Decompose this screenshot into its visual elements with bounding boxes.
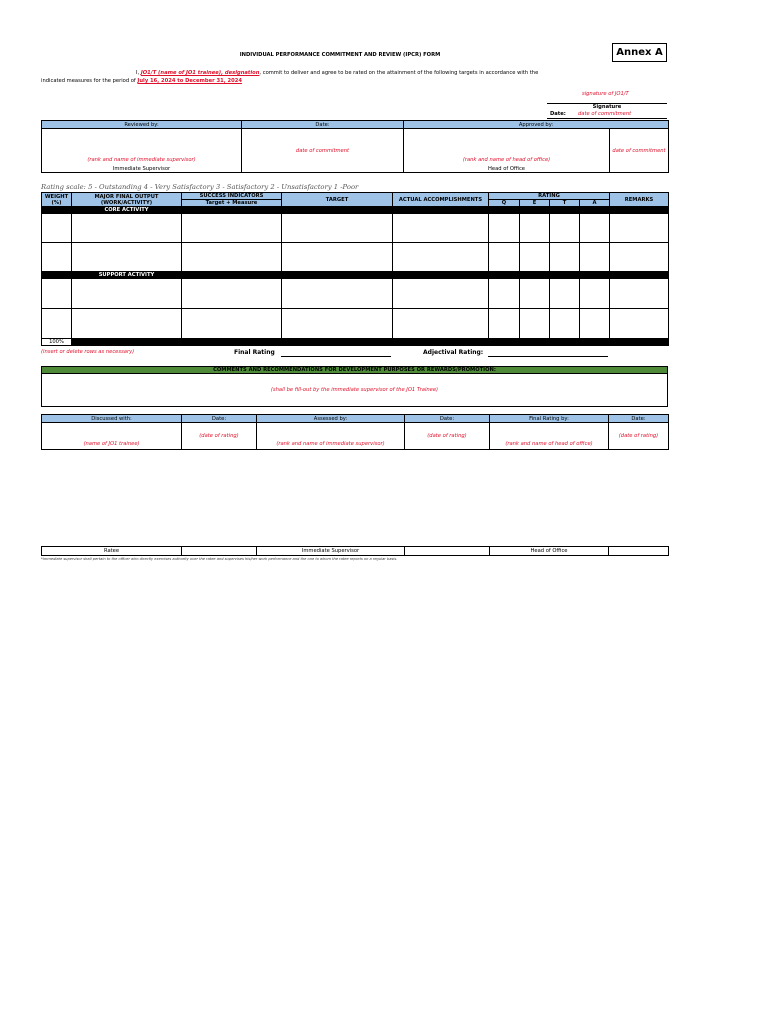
- remarks-cell[interactable]: [610, 214, 669, 243]
- target-cell[interactable]: [282, 243, 393, 272]
- rating-q-header: Q: [489, 200, 520, 207]
- rating-t-header: T: [550, 200, 580, 207]
- commitment-line-2: [41, 79, 242, 85]
- reviewer-cell[interactable]: [42, 129, 242, 173]
- discussed-date-header: Date:: [182, 415, 257, 423]
- date-label: Date:: [550, 111, 566, 117]
- final-rater-cell[interactable]: (rank and name of head of office): [490, 423, 609, 450]
- commit-prefix: I,: [136, 70, 140, 76]
- approved-by-header: Approved by:: [404, 121, 669, 129]
- a-cell[interactable]: [580, 243, 610, 272]
- adjectival-rating-label: Adjectival Rating:: [423, 349, 484, 356]
- reviewed-by-header: Reviewed by:: [42, 121, 242, 129]
- mfo-header: MAJOR FINAL OUTPUT (WORK/ACTIVITY): [72, 193, 182, 207]
- total-weight: 100%: [42, 339, 72, 346]
- table-row: [42, 243, 669, 272]
- final-rating-by-header: Final Rating by:: [490, 415, 609, 423]
- discussed-date-cell[interactable]: (date of rating): [182, 423, 257, 450]
- review-date-cell[interactable]: date of commitment: [242, 129, 404, 173]
- remarks-cell[interactable]: [610, 309, 669, 339]
- target-cell[interactable]: [282, 309, 393, 339]
- insert-rows-note: (insert or delete rows as necessary): [41, 349, 135, 355]
- support-bar: [182, 272, 669, 279]
- remarks-header: REMARKS: [610, 193, 669, 207]
- commit-text-1: , commit to deliver and agree to be rated on the attainment of the following targets in accordance with the: [259, 70, 539, 76]
- core-bar: [182, 207, 669, 214]
- ratee-sig-cell[interactable]: [182, 547, 257, 556]
- mfo-cell[interactable]: [72, 279, 182, 309]
- target-cell[interactable]: [282, 279, 393, 309]
- discussed-with-header: Discussed with:: [42, 415, 182, 423]
- footnote: *Immediate supervisor shall pertain to the officer who directly exercises authority over the ratee and supervises his/her work performance and the one to whom the ratee reports on a regular basis.: [41, 557, 398, 561]
- actual-cell[interactable]: [393, 214, 489, 243]
- e-cell[interactable]: [520, 214, 550, 243]
- commitment-line-1: [136, 71, 696, 77]
- actual-cell[interactable]: [393, 243, 489, 272]
- mfo-cell[interactable]: [72, 309, 182, 339]
- rating-e-header: E: [520, 200, 550, 207]
- assessed-date-header: Date:: [405, 415, 490, 423]
- weight-cell[interactable]: [42, 279, 72, 309]
- comments-box[interactable]: [41, 373, 668, 407]
- actual-accomplishments-header: ACTUAL ACCOMPLISHMENTS: [393, 193, 489, 207]
- q-cell[interactable]: [489, 214, 520, 243]
- e-cell[interactable]: [520, 243, 550, 272]
- head-sig-cell[interactable]: [609, 547, 669, 556]
- annex-label: Annex A: [612, 43, 667, 62]
- mfo-cell[interactable]: [72, 243, 182, 272]
- e-cell[interactable]: [520, 309, 550, 339]
- reviewer-hint: (rank and name of immediate supervisor): [87, 157, 196, 163]
- weight-cell[interactable]: [42, 309, 72, 339]
- final-rating-label: Final Rating: [234, 349, 275, 356]
- ratee-name-cell[interactable]: (name of JO1 trainee): [42, 423, 182, 450]
- commit-text-2: indicated measures for the period of: [41, 78, 136, 84]
- success-indicators-header: SUCCESS INDICATORS: [182, 193, 282, 200]
- t-cell[interactable]: [550, 214, 580, 243]
- final-date-header: Date:: [609, 415, 669, 423]
- table-row: [42, 279, 669, 309]
- adjectival-rating-line[interactable]: [488, 356, 608, 357]
- actual-cell[interactable]: [393, 279, 489, 309]
- actual-cell[interactable]: [393, 309, 489, 339]
- target-measure-header: Target + Measure: [182, 200, 282, 207]
- supervisor-label: Immediate Supervisor: [257, 547, 405, 556]
- a-cell[interactable]: [580, 279, 610, 309]
- weight-cell[interactable]: [42, 243, 72, 272]
- ipcr-table: [41, 192, 669, 346]
- trainee-name[interactable]: JO1/T (name of JO1 trainee), designation: [140, 70, 260, 76]
- assessment-table: [41, 414, 669, 450]
- total-bar: [72, 339, 669, 346]
- assessed-date-cell[interactable]: (date of rating): [405, 423, 490, 450]
- ratee-label: Ratee: [42, 547, 182, 556]
- remarks-cell[interactable]: [610, 279, 669, 309]
- review-date-header: Date:: [242, 121, 404, 129]
- approver-role: Head of Office: [487, 166, 525, 172]
- approval-date-cell[interactable]: date of commitment: [610, 129, 669, 173]
- signature-label: Signature: [592, 104, 622, 110]
- final-date-cell[interactable]: (date of rating): [609, 423, 669, 450]
- core-activity-header: CORE ACTIVITY: [72, 207, 182, 214]
- q-cell[interactable]: [489, 243, 520, 272]
- signature-row: [41, 546, 669, 556]
- weight-header: WEIGHT (%): [42, 193, 72, 207]
- commitment-date-hint: date of commitment: [578, 111, 632, 117]
- e-cell[interactable]: [520, 279, 550, 309]
- support-spacer: [42, 272, 72, 279]
- rating-scale: Rating scale: 5 - Outstanding 4 - Very Satisfactory 3 - Satisfactory 2 - Unsatisfactory 1 -Poor: [41, 183, 359, 191]
- indicator-cell[interactable]: [182, 243, 282, 272]
- form-title: INDIVIDUAL PERFORMANCE COMMITMENT AND REVIEW (IPCR) FORM: [239, 52, 441, 58]
- approver-cell[interactable]: [404, 129, 610, 173]
- head-of-office-label: Head of Office: [490, 547, 609, 556]
- support-activity-header: SUPPORT ACTIVITY: [72, 272, 182, 279]
- reviewer-role: Immediate Supervisor: [112, 166, 171, 172]
- rating-a-header: A: [580, 200, 610, 207]
- rating-header: RATING: [489, 193, 610, 200]
- target-header: TARGET: [282, 193, 393, 207]
- comments-hint: (shall be fill-out by the immediate supervisor of the JO1 Trainee): [270, 387, 439, 393]
- indicator-cell[interactable]: [182, 309, 282, 339]
- final-rating-line[interactable]: [281, 356, 391, 357]
- core-spacer: [42, 207, 72, 214]
- indicator-cell[interactable]: [182, 214, 282, 243]
- approver-hint: (rank and name of head of office): [462, 157, 551, 163]
- a-cell[interactable]: [580, 309, 610, 339]
- period[interactable]: July 16, 2024 to December 31, 2024: [137, 78, 242, 84]
- signature-hint: signature of JO1/T: [582, 91, 629, 97]
- t-cell[interactable]: [550, 243, 580, 272]
- weight-cell[interactable]: [42, 214, 72, 243]
- table-row: [42, 309, 669, 339]
- q-cell[interactable]: [489, 309, 520, 339]
- assessed-by-header: Assessed by:: [257, 415, 405, 423]
- review-table: [41, 120, 669, 173]
- a-cell[interactable]: [580, 214, 610, 243]
- remarks-cell[interactable]: [610, 243, 669, 272]
- table-row: [42, 214, 669, 243]
- q-cell[interactable]: [489, 279, 520, 309]
- comments-header: COMMENTS AND RECOMMENDATIONS FOR DEVELOPMENT PURPOSES OR REWARDS/PROMOTION:: [41, 366, 668, 374]
- t-cell[interactable]: [550, 309, 580, 339]
- target-cell[interactable]: [282, 214, 393, 243]
- supervisor-sig-cell[interactable]: [405, 547, 490, 556]
- assessor-cell[interactable]: (rank and name of immediate supervisor): [257, 423, 405, 450]
- mfo-cell[interactable]: [72, 214, 182, 243]
- t-cell[interactable]: [550, 279, 580, 309]
- indicator-cell[interactable]: [182, 279, 282, 309]
